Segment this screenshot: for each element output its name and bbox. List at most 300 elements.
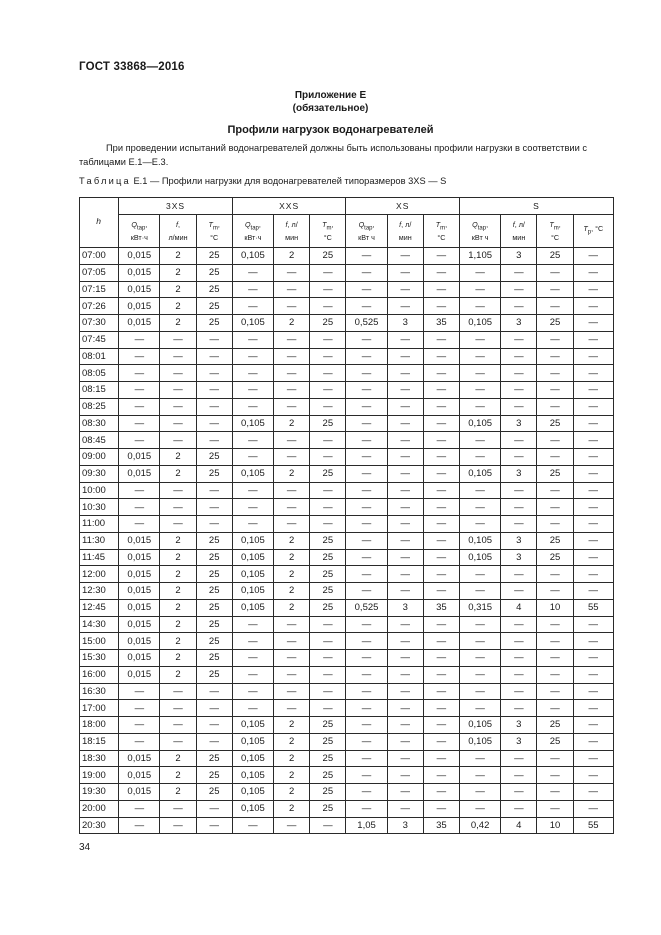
annex-title: Приложение Е xyxy=(294,90,367,101)
value-cell: 0,105 xyxy=(460,549,501,566)
table-row xyxy=(80,331,614,348)
value-cell: — xyxy=(501,365,537,382)
value-cell: — xyxy=(160,398,196,415)
value-cell: — xyxy=(387,717,423,734)
page-number: 34 xyxy=(79,842,91,853)
value-cell: — xyxy=(423,382,459,399)
value-cell: — xyxy=(387,566,423,583)
table-row xyxy=(80,449,614,466)
value-cell: 2 xyxy=(274,583,310,600)
value-cell: 25 xyxy=(310,784,346,801)
value-cell: — xyxy=(573,482,613,499)
value-cell: — xyxy=(501,382,537,399)
value-cell: — xyxy=(119,398,160,415)
value-cell: 25 xyxy=(196,750,232,767)
value-cell: 0,525 xyxy=(346,315,387,332)
value-cell: — xyxy=(346,365,387,382)
value-cell: — xyxy=(346,800,387,817)
annex-status: (обязательное) xyxy=(292,103,369,114)
sub-column-header: f, л/мин xyxy=(160,215,196,248)
value-cell: 2 xyxy=(274,767,310,784)
value-cell: — xyxy=(346,382,387,399)
value-cell: — xyxy=(423,750,459,767)
value-cell: — xyxy=(501,633,537,650)
value-cell: 3 xyxy=(501,248,537,265)
value-cell: — xyxy=(573,465,613,482)
table-row xyxy=(80,784,614,801)
value-cell: 10 xyxy=(537,817,573,834)
time-cell: 12:30 xyxy=(80,583,119,600)
value-cell: — xyxy=(423,666,459,683)
value-cell: — xyxy=(537,382,573,399)
value-cell: 0,015 xyxy=(119,566,160,583)
section-title: Профили нагрузок водонагревателей xyxy=(227,124,434,136)
value-cell: — xyxy=(537,683,573,700)
value-cell: 0,015 xyxy=(119,465,160,482)
value-cell: 2 xyxy=(160,750,196,767)
value-cell: 2 xyxy=(160,784,196,801)
value-cell: — xyxy=(160,683,196,700)
time-cell: 09:00 xyxy=(80,449,119,466)
value-cell: — xyxy=(232,365,273,382)
value-cell: — xyxy=(119,516,160,533)
value-cell: — xyxy=(346,784,387,801)
value-cell: — xyxy=(387,650,423,667)
value-cell: — xyxy=(460,583,501,600)
value-cell: 2 xyxy=(274,717,310,734)
time-cell: 16:30 xyxy=(80,683,119,700)
value-cell: 25 xyxy=(196,549,232,566)
table-row xyxy=(80,348,614,365)
value-cell: — xyxy=(346,549,387,566)
value-cell: — xyxy=(501,398,537,415)
value-cell: — xyxy=(196,717,232,734)
value-cell: — xyxy=(501,583,537,600)
time-cell: 19:00 xyxy=(80,767,119,784)
table-row xyxy=(80,432,614,449)
value-cell: — xyxy=(232,298,273,315)
value-cell: — xyxy=(460,298,501,315)
table-row xyxy=(80,583,614,600)
value-cell: — xyxy=(537,331,573,348)
time-cell: 07:26 xyxy=(80,298,119,315)
value-cell: — xyxy=(573,532,613,549)
time-cell: 11:30 xyxy=(80,532,119,549)
value-cell: 0,105 xyxy=(232,465,273,482)
time-cell: 10:00 xyxy=(80,482,119,499)
value-cell: 2 xyxy=(274,599,310,616)
value-cell: — xyxy=(423,784,459,801)
table-row xyxy=(80,599,614,616)
value-cell: — xyxy=(274,348,310,365)
value-cell: 2 xyxy=(160,599,196,616)
time-cell: 09:30 xyxy=(80,465,119,482)
value-cell: — xyxy=(460,382,501,399)
value-cell: — xyxy=(346,633,387,650)
value-cell: — xyxy=(387,633,423,650)
value-cell: — xyxy=(423,298,459,315)
time-cell: 16:00 xyxy=(80,666,119,683)
value-cell: — xyxy=(573,432,613,449)
sub-column-header: $T_m$, °C xyxy=(537,215,573,248)
value-cell: — xyxy=(537,784,573,801)
value-cell: — xyxy=(274,499,310,516)
value-cell: — xyxy=(310,365,346,382)
value-cell: 2 xyxy=(160,281,196,298)
value-cell: 25 xyxy=(537,532,573,549)
value-cell: — xyxy=(346,415,387,432)
sub-column-header: $T_m$, °C xyxy=(310,215,346,248)
table-row xyxy=(80,767,614,784)
table-caption-word: Таблица xyxy=(79,176,131,186)
value-cell: — xyxy=(501,449,537,466)
value-cell: 0,105 xyxy=(232,767,273,784)
value-cell: — xyxy=(573,767,613,784)
value-cell: — xyxy=(387,666,423,683)
time-cell: 08:15 xyxy=(80,382,119,399)
load-profile-table xyxy=(79,197,614,834)
value-cell: 25 xyxy=(196,449,232,466)
value-cell: — xyxy=(196,683,232,700)
value-cell: — xyxy=(460,449,501,466)
value-cell: — xyxy=(119,800,160,817)
value-cell: — xyxy=(460,398,501,415)
value-cell: — xyxy=(573,616,613,633)
value-cell: — xyxy=(274,298,310,315)
value-cell: — xyxy=(573,298,613,315)
value-cell: — xyxy=(501,767,537,784)
value-cell: — xyxy=(501,566,537,583)
value-cell: — xyxy=(387,248,423,265)
value-cell: 25 xyxy=(310,549,346,566)
value-cell: 0,015 xyxy=(119,583,160,600)
value-cell: — xyxy=(501,432,537,449)
value-cell: — xyxy=(573,449,613,466)
value-cell: — xyxy=(537,767,573,784)
value-cell: 10 xyxy=(537,599,573,616)
table-row xyxy=(80,549,614,566)
value-cell: — xyxy=(160,733,196,750)
value-cell: — xyxy=(573,365,613,382)
value-cell: — xyxy=(196,482,232,499)
value-cell: — xyxy=(460,499,501,516)
value-cell: — xyxy=(119,382,160,399)
value-cell: — xyxy=(274,264,310,281)
value-cell: 0,105 xyxy=(460,315,501,332)
value-cell: 2 xyxy=(274,415,310,432)
time-cell: 18:15 xyxy=(80,733,119,750)
table-row xyxy=(80,700,614,717)
value-cell: 35 xyxy=(423,315,459,332)
value-cell: — xyxy=(387,264,423,281)
value-cell: 25 xyxy=(310,800,346,817)
value-cell: — xyxy=(460,683,501,700)
value-cell: — xyxy=(274,666,310,683)
value-cell: — xyxy=(310,382,346,399)
value-cell: — xyxy=(387,348,423,365)
sub-column-header: f, л/ мин xyxy=(387,215,423,248)
value-cell: — xyxy=(387,482,423,499)
value-cell: — xyxy=(460,264,501,281)
time-cell: 17:00 xyxy=(80,700,119,717)
value-cell: — xyxy=(310,432,346,449)
value-cell: — xyxy=(387,700,423,717)
value-cell: — xyxy=(537,432,573,449)
value-cell: 0,015 xyxy=(119,750,160,767)
value-cell: 2 xyxy=(160,616,196,633)
group-header: XS xyxy=(346,198,460,215)
value-cell: — xyxy=(232,281,273,298)
value-cell: 25 xyxy=(310,248,346,265)
group-header: S xyxy=(460,198,614,215)
value-cell: — xyxy=(232,633,273,650)
value-cell: — xyxy=(423,800,459,817)
value-cell: 0,105 xyxy=(232,415,273,432)
value-cell: — xyxy=(274,365,310,382)
value-cell: 25 xyxy=(537,315,573,332)
value-cell: — xyxy=(196,499,232,516)
sub-column-header: $T_m$, °C xyxy=(423,215,459,248)
time-cell: 15:30 xyxy=(80,650,119,667)
standard-code: ГОСТ 33868—2016 xyxy=(79,61,185,73)
value-cell: — xyxy=(160,516,196,533)
value-cell: 25 xyxy=(196,315,232,332)
value-cell: 2 xyxy=(160,532,196,549)
value-cell: — xyxy=(196,348,232,365)
value-cell: — xyxy=(387,583,423,600)
value-cell: — xyxy=(460,767,501,784)
value-cell: — xyxy=(423,549,459,566)
value-cell: — xyxy=(274,817,310,834)
table-row xyxy=(80,398,614,415)
value-cell: — xyxy=(423,248,459,265)
value-cell: — xyxy=(537,449,573,466)
group-header: 3XS xyxy=(119,198,233,215)
value-cell: — xyxy=(160,382,196,399)
value-cell: — xyxy=(232,666,273,683)
value-cell: 25 xyxy=(537,465,573,482)
value-cell: — xyxy=(423,365,459,382)
value-cell: 2 xyxy=(160,315,196,332)
value-cell: 55 xyxy=(573,599,613,616)
value-cell: — xyxy=(573,700,613,717)
value-cell: — xyxy=(423,516,459,533)
value-cell: 0,105 xyxy=(460,465,501,482)
value-cell: — xyxy=(160,817,196,834)
value-cell: — xyxy=(119,348,160,365)
value-cell: — xyxy=(501,616,537,633)
value-cell: — xyxy=(196,800,232,817)
value-cell: — xyxy=(573,248,613,265)
value-cell: 25 xyxy=(310,315,346,332)
time-cell: 12:00 xyxy=(80,566,119,583)
value-cell: — xyxy=(274,633,310,650)
value-cell: 2 xyxy=(274,248,310,265)
value-cell: — xyxy=(423,264,459,281)
value-cell: — xyxy=(119,482,160,499)
table-row xyxy=(80,281,614,298)
time-cell: 08:01 xyxy=(80,348,119,365)
value-cell: 25 xyxy=(196,616,232,633)
value-cell: — xyxy=(310,616,346,633)
sub-column-header: $Q_{tap}$, кВт·ч xyxy=(119,215,160,248)
table-row xyxy=(80,616,614,633)
value-cell: 2 xyxy=(160,767,196,784)
value-cell: 25 xyxy=(196,650,232,667)
value-cell: 55 xyxy=(573,817,613,834)
table-row xyxy=(80,264,614,281)
value-cell: — xyxy=(423,683,459,700)
value-cell: 1,105 xyxy=(460,248,501,265)
value-cell: — xyxy=(423,717,459,734)
value-cell: — xyxy=(310,331,346,348)
value-cell: 25 xyxy=(537,248,573,265)
value-cell: — xyxy=(232,331,273,348)
value-cell: — xyxy=(460,331,501,348)
value-cell: — xyxy=(460,482,501,499)
value-cell: 0,105 xyxy=(232,784,273,801)
value-cell: 2 xyxy=(160,465,196,482)
value-cell: — xyxy=(537,750,573,767)
value-cell: — xyxy=(423,348,459,365)
value-cell: — xyxy=(119,331,160,348)
value-cell: — xyxy=(501,700,537,717)
value-cell: 3 xyxy=(387,817,423,834)
value-cell: — xyxy=(274,482,310,499)
value-cell: — xyxy=(423,566,459,583)
value-cell: 25 xyxy=(537,549,573,566)
value-cell: 25 xyxy=(196,784,232,801)
table-row xyxy=(80,465,614,482)
value-cell: 0,015 xyxy=(119,248,160,265)
value-cell: — xyxy=(196,331,232,348)
value-cell: — xyxy=(573,583,613,600)
value-cell: 4 xyxy=(501,599,537,616)
time-cell: 10:30 xyxy=(80,499,119,516)
value-cell: 25 xyxy=(196,281,232,298)
value-cell: — xyxy=(501,348,537,365)
value-cell: 2 xyxy=(274,800,310,817)
value-cell: — xyxy=(232,516,273,533)
value-cell: — xyxy=(573,264,613,281)
sub-column-header: $Q_{tap}$, кВт·ч xyxy=(232,215,273,248)
time-cell: 08:45 xyxy=(80,432,119,449)
value-cell: 0,015 xyxy=(119,549,160,566)
value-cell: — xyxy=(119,499,160,516)
value-cell: 2 xyxy=(160,248,196,265)
value-cell: — xyxy=(573,633,613,650)
value-cell: — xyxy=(232,432,273,449)
value-cell: — xyxy=(537,650,573,667)
value-cell: — xyxy=(537,700,573,717)
value-cell: 2 xyxy=(160,264,196,281)
value-cell: 0,105 xyxy=(232,733,273,750)
time-cell: 19:30 xyxy=(80,784,119,801)
value-cell: — xyxy=(310,516,346,533)
value-cell: — xyxy=(196,516,232,533)
value-cell: — xyxy=(310,348,346,365)
value-cell: — xyxy=(460,784,501,801)
value-cell: — xyxy=(537,616,573,633)
value-cell: 0,015 xyxy=(119,532,160,549)
value-cell: — xyxy=(460,432,501,449)
value-cell: 2 xyxy=(160,666,196,683)
value-cell: — xyxy=(160,482,196,499)
table-row xyxy=(80,315,614,332)
value-cell: — xyxy=(501,499,537,516)
value-cell: — xyxy=(573,566,613,583)
value-cell: — xyxy=(232,616,273,633)
value-cell: 25 xyxy=(196,264,232,281)
table-row xyxy=(80,733,614,750)
value-cell: — xyxy=(346,449,387,466)
value-cell: — xyxy=(196,365,232,382)
value-cell: 2 xyxy=(274,733,310,750)
value-cell: — xyxy=(501,650,537,667)
value-cell: — xyxy=(274,331,310,348)
value-cell: 0,105 xyxy=(232,566,273,583)
value-cell: 25 xyxy=(196,666,232,683)
value-cell: 25 xyxy=(537,717,573,734)
value-cell: 25 xyxy=(196,532,232,549)
time-cell: 20:30 xyxy=(80,817,119,834)
time-cell: 11:45 xyxy=(80,549,119,566)
value-cell: 3 xyxy=(387,315,423,332)
value-cell: — xyxy=(346,616,387,633)
value-cell: 0,105 xyxy=(232,750,273,767)
value-cell: 25 xyxy=(537,733,573,750)
value-cell: — xyxy=(387,767,423,784)
value-cell: — xyxy=(501,800,537,817)
value-cell: — xyxy=(501,281,537,298)
value-cell: 2 xyxy=(274,315,310,332)
sub-column-header: f, л/ мин xyxy=(274,215,310,248)
value-cell: 3 xyxy=(501,549,537,566)
value-cell: — xyxy=(501,482,537,499)
value-cell: — xyxy=(196,432,232,449)
table-caption xyxy=(79,176,446,186)
value-cell: — xyxy=(423,650,459,667)
value-cell: — xyxy=(423,767,459,784)
time-cell: 18:30 xyxy=(80,750,119,767)
value-cell: — xyxy=(460,281,501,298)
value-cell: 0,315 xyxy=(460,599,501,616)
value-cell: — xyxy=(310,298,346,315)
table-row xyxy=(80,650,614,667)
table-row xyxy=(80,817,614,834)
value-cell: — xyxy=(310,666,346,683)
value-cell: — xyxy=(537,633,573,650)
value-cell: — xyxy=(387,449,423,466)
value-cell: 0,015 xyxy=(119,767,160,784)
value-cell: — xyxy=(119,717,160,734)
value-cell: — xyxy=(573,666,613,683)
table-row xyxy=(80,800,614,817)
value-cell: — xyxy=(460,750,501,767)
value-cell: — xyxy=(310,683,346,700)
value-cell: — xyxy=(160,432,196,449)
value-cell: — xyxy=(460,650,501,667)
value-cell: — xyxy=(460,666,501,683)
value-cell: — xyxy=(501,750,537,767)
value-cell: — xyxy=(119,817,160,834)
value-cell: — xyxy=(501,516,537,533)
value-cell: 2 xyxy=(160,549,196,566)
value-cell: 0,015 xyxy=(119,616,160,633)
value-cell: — xyxy=(460,700,501,717)
value-cell: 2 xyxy=(160,566,196,583)
value-cell: 0,105 xyxy=(232,248,273,265)
